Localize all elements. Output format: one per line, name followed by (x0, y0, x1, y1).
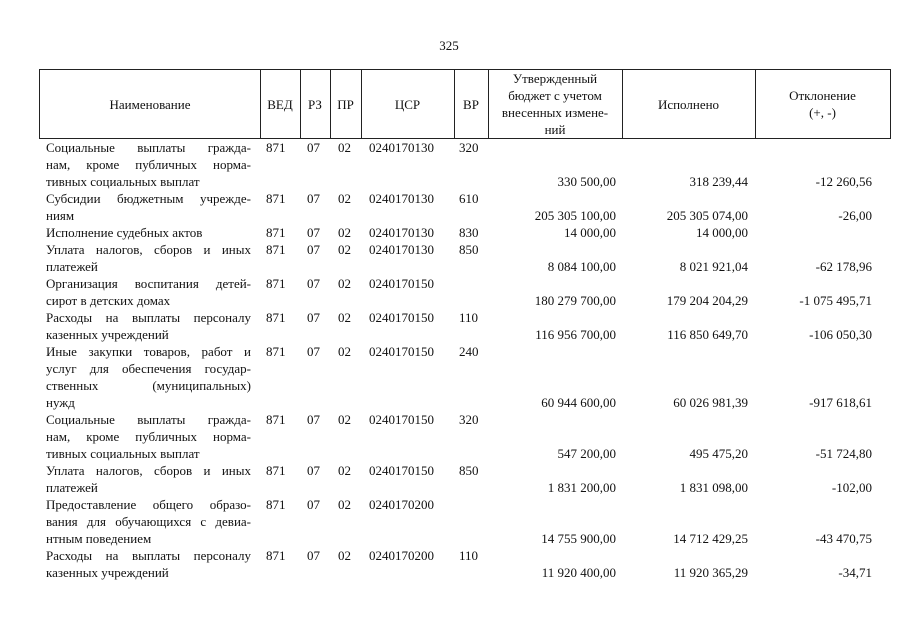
row-name-line: Иные закупки товаров, работ и (46, 344, 251, 359)
row-name-line: казенных учреждений (46, 327, 169, 342)
row-pr: 02 (338, 225, 351, 240)
row-csr: 0240170150 (369, 344, 434, 359)
row-budget: 14 000,00 (564, 225, 616, 240)
row-name-line: Расходы на выплаты персоналу (46, 548, 251, 563)
row-budget: 11 920 400,00 (541, 565, 616, 580)
row-rz: 07 (307, 310, 320, 325)
header-deviation (755, 70, 890, 138)
row-name-line: вания для обучающихся с девиа- (46, 514, 251, 529)
row-rz: 07 (307, 191, 320, 206)
row-name-line: платежей (46, 480, 98, 495)
row-name-line: тивных социальных выплат (46, 446, 200, 461)
row-csr: 0240170150 (369, 276, 434, 291)
header-executed: Исполнено (657, 96, 720, 112)
row-name-line: Социальные выплаты гражда- (46, 412, 251, 427)
row-executed: 179 204 204,29 (666, 293, 748, 308)
row-ved: 871 (266, 140, 286, 155)
row-vr: 610 (459, 191, 479, 206)
row-csr: 0240170130 (369, 225, 434, 240)
row-executed: 14 000,00 (696, 225, 748, 240)
row-ved: 871 (266, 225, 286, 240)
row-name-line: нужд (46, 395, 75, 410)
row-name (46, 496, 251, 547)
table-row (0, 224, 898, 241)
row-deviation: -917 618,61 (809, 395, 872, 410)
row-name (46, 411, 251, 462)
row-executed: 116 850 649,70 (667, 327, 748, 342)
row-budget: 205 305 100,00 (534, 208, 616, 223)
header-budget-line: бюджет с учетом (508, 88, 602, 103)
row-name-line: Социальные выплаты гражда- (46, 140, 251, 155)
table-header (39, 69, 891, 139)
row-executed: 8 021 921,04 (679, 259, 748, 274)
table-row (0, 139, 898, 190)
row-executed: 318 239,44 (689, 174, 748, 189)
row-csr: 0240170150 (369, 310, 434, 325)
row-deviation: -1 075 495,71 (799, 293, 872, 308)
row-name-line: ниям (46, 208, 75, 223)
row-ved: 871 (266, 242, 286, 257)
row-csr: 0240170150 (369, 463, 434, 478)
row-deviation: -26,00 (838, 208, 872, 223)
row-rz: 07 (307, 140, 320, 155)
row-name-line: Уплата налогов, сборов и иных (46, 242, 251, 257)
row-budget: 116 956 700,00 (535, 327, 616, 342)
row-name (46, 190, 251, 224)
row-name (46, 139, 251, 190)
row-rz: 07 (307, 497, 320, 512)
row-name (46, 275, 251, 309)
row-pr: 02 (338, 344, 351, 359)
table-row (0, 309, 898, 343)
header-ved: ВЕД (267, 96, 293, 112)
row-vr: 850 (459, 463, 479, 478)
row-budget: 547 200,00 (557, 446, 616, 461)
row-pr: 02 (338, 140, 351, 155)
row-name-line: Организация воспитания детей- (46, 276, 251, 291)
row-name (46, 343, 251, 411)
row-name-line: нам, кроме публичных норма- (46, 157, 251, 172)
row-deviation: -106 050,30 (809, 327, 872, 342)
row-name-line: платежей (46, 259, 98, 274)
row-executed: 60 026 981,39 (673, 395, 748, 410)
row-name-line: услуг для обеспечения государ- (46, 361, 251, 376)
row-vr: 830 (459, 225, 479, 240)
row-rz: 07 (307, 412, 320, 427)
row-executed: 495 475,20 (689, 446, 748, 461)
row-pr: 02 (338, 497, 351, 512)
row-pr: 02 (338, 310, 351, 325)
header-deviation-line: (+, -) (809, 105, 836, 120)
row-name-line: Субсидии бюджетным учрежде- (46, 191, 251, 206)
row-pr: 02 (338, 242, 351, 257)
row-pr: 02 (338, 412, 351, 427)
row-name-line: нам, кроме публичных норма- (46, 429, 251, 444)
row-budget: 8 084 100,00 (547, 259, 616, 274)
row-executed: 1 831 098,00 (679, 480, 748, 495)
row-deviation: -12 260,56 (815, 174, 872, 189)
row-name-line: тивных социальных выплат (46, 174, 200, 189)
row-pr: 02 (338, 548, 351, 563)
header-vr: ВР (463, 96, 479, 112)
row-executed: 11 920 365,29 (673, 565, 748, 580)
header-deviation-line: Отклонение (789, 88, 856, 103)
row-pr: 02 (338, 463, 351, 478)
row-rz: 07 (307, 344, 320, 359)
header-budget-line: Утвержденный (512, 71, 598, 86)
header-budget-line: внесенных измене- (501, 105, 609, 120)
row-name (46, 547, 251, 581)
row-name-line: сирот в детских домах (46, 293, 171, 308)
row-csr: 0240170150 (369, 412, 434, 427)
row-name-line: Исполнение судебных актов (46, 225, 203, 240)
row-name-line: нтным поведением (46, 531, 152, 546)
row-rz: 07 (307, 242, 320, 257)
row-rz: 07 (307, 276, 320, 291)
row-deviation: -43 470,75 (815, 531, 872, 546)
table-body (0, 139, 898, 640)
table-row (0, 496, 898, 547)
table-row (0, 190, 898, 224)
row-deviation: -51 724,80 (815, 446, 872, 461)
row-name-line: Уплата налогов, сборов и иных (46, 463, 251, 478)
row-ved: 871 (266, 344, 286, 359)
row-name-line: Расходы на выплаты персоналу (46, 310, 251, 325)
row-executed: 205 305 074,00 (666, 208, 748, 223)
row-pr: 02 (338, 191, 351, 206)
row-deviation: -102,00 (831, 480, 872, 495)
row-vr: 320 (459, 412, 479, 427)
row-ved: 871 (266, 191, 286, 206)
row-ved: 871 (266, 548, 286, 563)
row-csr: 0240170130 (369, 191, 434, 206)
row-csr: 0240170200 (369, 548, 434, 563)
row-budget: 330 500,00 (557, 174, 616, 189)
page-number: 325 (439, 38, 459, 53)
row-deviation: -62 178,96 (815, 259, 872, 274)
table-row (0, 411, 898, 462)
row-name (46, 241, 251, 275)
row-rz: 07 (307, 225, 320, 240)
row-budget: 180 279 700,00 (534, 293, 616, 308)
header-budget (488, 70, 622, 138)
row-name-line: ственных (муниципальных) (46, 378, 251, 393)
header-budget-line: ний (544, 122, 566, 137)
row-name (46, 462, 251, 496)
row-budget: 14 755 900,00 (541, 531, 616, 546)
row-vr: 320 (459, 140, 479, 155)
row-ved: 871 (266, 276, 286, 291)
row-rz: 07 (307, 463, 320, 478)
row-ved: 871 (266, 463, 286, 478)
header-pr: ПР (337, 96, 354, 112)
row-ved: 871 (266, 412, 286, 427)
row-csr: 0240170130 (369, 242, 434, 257)
row-vr: 110 (459, 548, 479, 563)
row-ved: 871 (266, 497, 286, 512)
row-deviation: -34,71 (838, 565, 872, 580)
row-pr: 02 (338, 276, 351, 291)
row-csr: 0240170200 (369, 497, 434, 512)
header-csr: ЦСР (394, 96, 421, 112)
header-rz: РЗ (308, 96, 322, 112)
row-vr: 240 (459, 344, 479, 359)
row-vr: 110 (459, 310, 479, 325)
table-row (0, 241, 898, 275)
row-name (46, 309, 251, 343)
header-name: Наименование (109, 96, 191, 112)
table-row (0, 547, 898, 581)
row-budget: 60 944 600,00 (541, 395, 616, 410)
row-csr: 0240170130 (369, 140, 434, 155)
table-row (0, 343, 898, 411)
row-ved: 871 (266, 310, 286, 325)
table-row (0, 275, 898, 309)
row-executed: 14 712 429,25 (673, 531, 748, 546)
row-vr: 850 (459, 242, 479, 257)
row-budget: 1 831 200,00 (547, 480, 616, 495)
row-rz: 07 (307, 548, 320, 563)
row-name (46, 224, 251, 241)
row-name-line: казенных учреждений (46, 565, 169, 580)
table-row (0, 462, 898, 496)
row-name-line: Предоставление общего образо- (46, 497, 251, 512)
